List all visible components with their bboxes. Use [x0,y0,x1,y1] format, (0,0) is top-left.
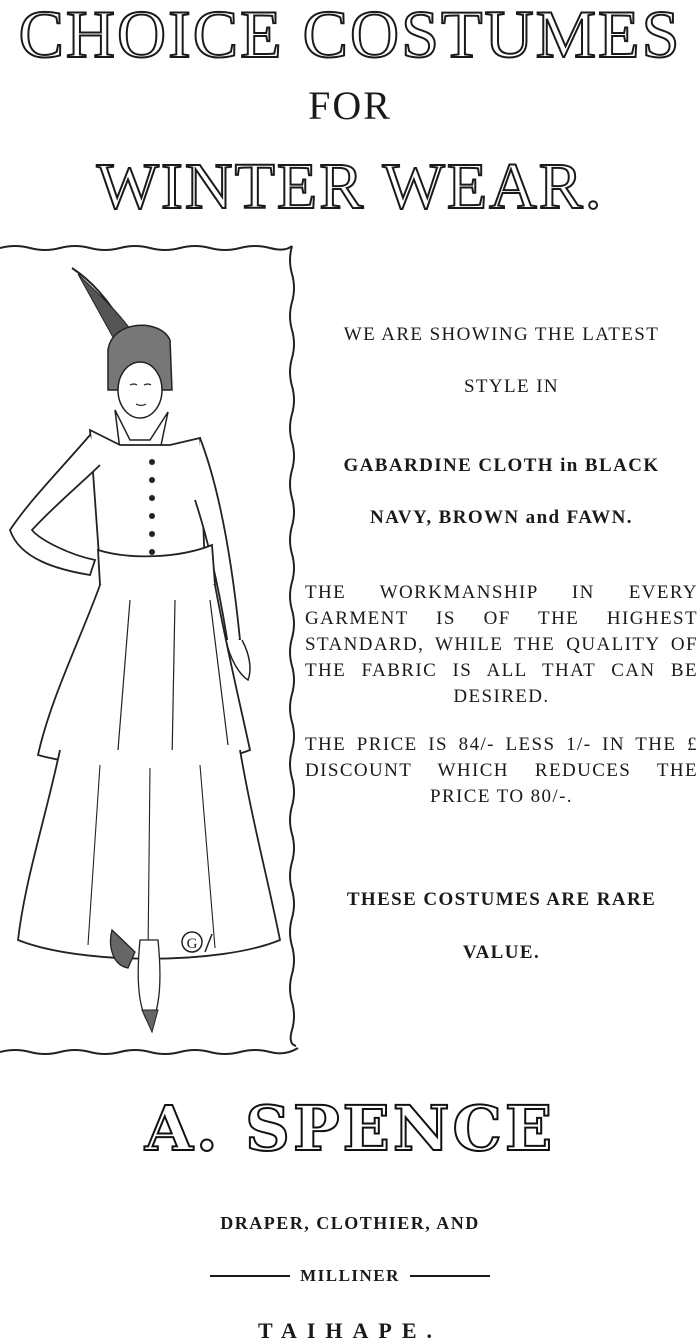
headline-choice-costumes: CHOICE COSTUMES [18,0,682,72]
intro-line-1: WE ARE SHOWING THE LATEST [343,324,660,345]
headline-winter-wear: WINTER WEAR. [96,150,604,223]
costume-illustration-panel [0,240,300,1055]
headline-for: FOR [308,83,392,128]
merchant-trade-milliner: MILLINER [300,1266,400,1285]
fabric-line-2: NAVY, BROWN and FAWN. [370,507,633,528]
milliner-row [0,1266,700,1286]
right-rule [410,1275,490,1277]
merchant-name: A. SPENCE [144,1092,556,1165]
value-line-1: THESE COSTUMES ARE RARE [346,889,657,910]
copyright-letter: G [186,936,198,952]
costume-illustration [0,240,300,1055]
intro-line-2: STYLE IN [463,376,560,397]
merchant-town: TAIHAPE. [257,1318,443,1343]
price-paragraph: THE PRICE IS 84/- LESS 1/- IN THE £ DISCOUNT WHICH REDUCES THE PRICE TO 80/-. [305,734,698,807]
merchant-trade: DRAPER, CLOTHIER, AND [220,1213,480,1233]
fabric-line-1: GABARDINE CLOTH in BLACK [343,455,660,476]
value-line-2: VALUE. [462,942,541,963]
left-rule [210,1275,290,1277]
workmanship-paragraph: THE WORKMANSHIP IN EVERY GARMENT IS OF THE HIGHEST STANDARD, WHILE THE QUALITY OF THE FABRIC IS ALL THAT CAN BE DESIRED. [305,582,698,707]
